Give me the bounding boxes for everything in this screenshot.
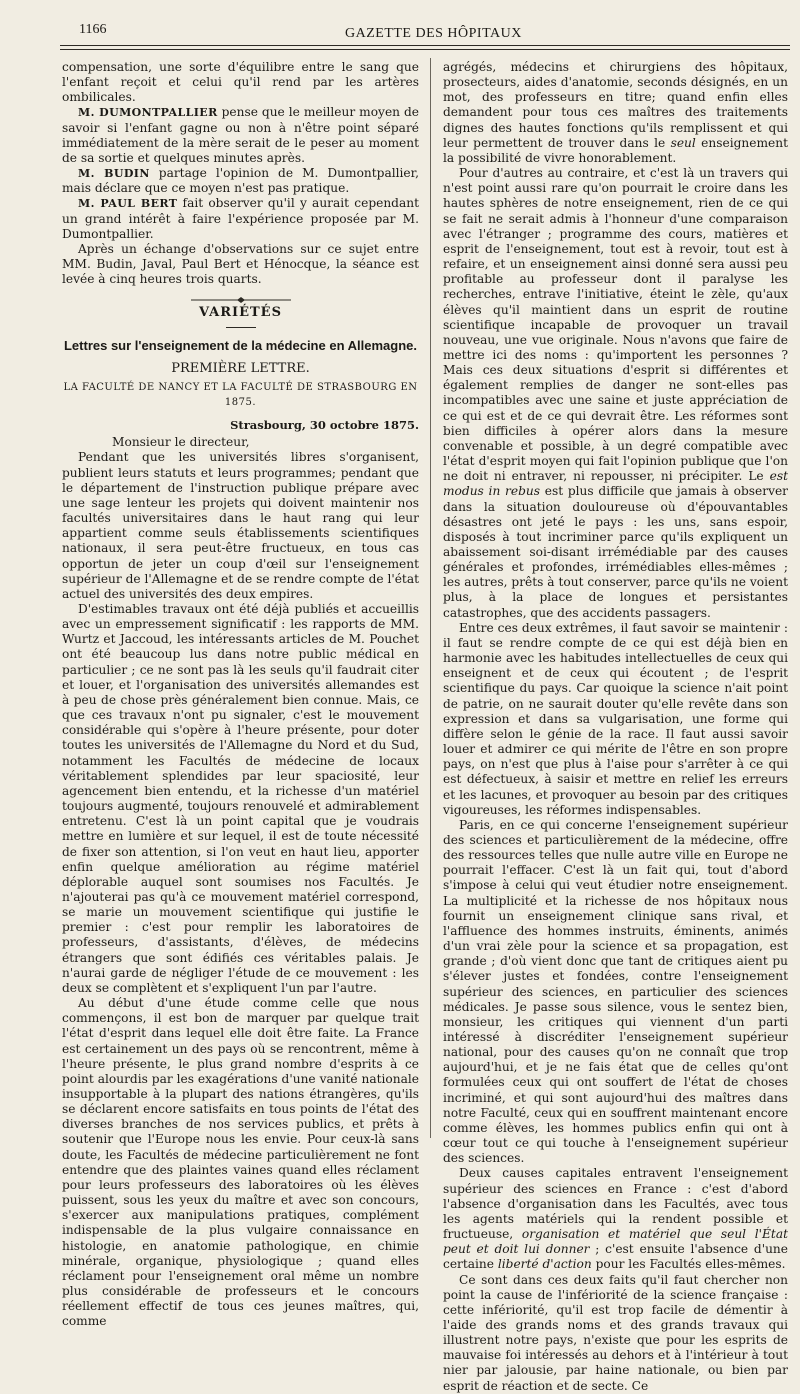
page-number: 1166 [79,22,107,37]
speaker-name: M. DUMONTPALLIER [78,106,218,120]
paragraph: Après un échange d'observations sur ce sujet entre MM. Budin, Javal, Paul Bert et Hénocque, la séance est levée à cinq heures trois quarts. [62,241,419,287]
paragraph: Pendant que les universités libres s'organisent, publient leurs statuts et leurs programmes; pendant que le département de l'instruction publique prépare avec une sage lenteur les projets qui doivent maintenir nos facultés universitaires dans le haut rang qui leur appartient comme seuls établissements scientifiques nationaux, il sera peut-être fructueux, en tous cas opportun de jeter un coup d'œil sur l'enseignement supérieur de l'Allemagne et de se rendre compte de l'état actuel des universités des deux empires. [62,450,419,601]
letter-subtitle: LA FACULTÉ DE NANCY ET LA FACULTÉ DE STRASBOURG EN 1875. [63,381,418,408]
paragraph: Ce sont dans ces deux faits qu'il faut chercher non point la cause de l'infériorité de la science française : cette infériorité, qu'il est trop facile de démentir à l'aide des grands noms et des grands travaux qui illustrent notre pays, n'existe que pour les esprits de mauvaise foi intéressés au dehors et à l'intérieur à tout nier par jalousie, par haine nationale, ou bien par esprit de réaction et de secte. Ce [443,1272,788,1393]
emphasis: est modus in rebus [443,469,788,499]
ornament-icon [191,296,291,304]
emphasis: seul [670,135,696,150]
paragraph: Au début d'une étude comme celle que nous commençons, il est bon de marquer par quelque trait l'état d'esprit dans lequel elle doit être faite. La France est certainement un des pays où se rencontrent, même à l'heure présente, le plus grand nombre d'esprits à ce point alourdis par les exagérations d'une vanité nationale insupportable à la plupart des nations étrangères, qu'ils se déclarent encore satisfaits en tous points de l'état des diverses branches de nos services publics, et prêts à soutenir que l'Europe nous les envie. Pour ceux-là sans doute, les Facultés de médecine particulièrement ne font entendre que des plaintes vaines quand elles réclament pour leurs professeurs des laboratoires où les élèves puissent, sous les yeux du maître et avec son concours, s'exercer aux manipulations pratiques, complément indispensable de la plus vulgaire connaissance en histologie, en anatomie pathologique, en chimie minérale, organique, physiologique ; quand elles réclament pour l'enseignement oral même un nombre plus considérable de professeurs et le concours réellement effectif de tous ces jeunes maîtres, qui, comme [62,996,419,1329]
paragraph: Entre ces deux extrêmes, il faut savoir se maintenir : il faut se rendre compte de ce qui est déjà bien en harmonie avec les habitudes intellectuelles de ceux qui enseignent et de ceux qui écoutent ; de l'esprit scientifique du pays. Car quoique la science n'ait point de patrie, on ne saurait douter qu'elle revête dans son expression et dans sa vulgarisation, une forme qui diffère selon le génie de la race. Il faut aussi savoir louer et admirer ce qui mérite de l'être en son propre pays, on n'est que plus à l'aise pour s'arrêter à ce qui est défectueux, à saisir et mettre en relief les erreurs et les lacunes, et provoquer au besoin par des critiques vigoureuses, les réformes indispensables. [443,620,788,817]
paragraph [62,196,419,241]
running-title: GAZETTE DES HÔPITAUX [345,26,522,41]
paragraph-text: fait observer qu'il y aurait cependant un grand intérêt à faire l'expérience proposée par M. Dumontpallier. [62,196,419,241]
paragraph: Paris, en ce qui concerne l'enseignement supérieur des sciences et particulièrement de la médecine, offre des ressources telles que nulle autre ville en Europe ne pourrait l'effacer. C'est là un fait qui, tout d'abord s'impose à celui qui veut étudier notre enseignement. La multiplicité et la richesse de nos hôpitaux nous fournit un enseignement clinique sans rival, et l'affluence des hommes instruits, éminents, animés d'un vrai zèle pour la science et sa propagation, est grande ; d'où vient donc que tant de critiques aient pu s'élever justes et fondées, contre l'enseignement supérieur des sciences, en particulier des sciences médicales. Je passe sous silence, vous le sentez bien, monsieur, les critiques qui viennent d'un parti intéressé à discréditer l'enseignement supérieur national, pour des causes qu'on ne connaît que trop aujourd'hui, et je ne fais état que de celles qu'ont formulées ceux qui ont souffert de l'état de choses incriminé, et qui sont aujourd'hui des maîtres dans notre Faculté, ceux qui en souffrent maintenant encore comme élèves, les hommes publics enfin qui ont à cœur tout ce qui touche à l'enseignement supérieur des sciences. [443,817,788,1166]
paragraph: D'estimables travaux ont été déjà publiés et accueillis avec un empressement significatif : les rapports de MM. Wurtz et Jaccoud, les intéressants articles de M. Pouchet ont été beaucoup lus dans notre public médical en particulier ; ce ne sont pas là les seuls qu'il faudrait citer et louer, et l'organisation des universités allemandes est à peu de chose près généralement bien connue. Mais, ce que ces travaux n'ont pu signaler, c'est le mouvement considérable qui s'opère à l'heure présente, pour doter toutes les universités de l'Allemagne du Nord et du Sud, notamment les Facultés de médecine de locaux véritablement splendides par leur spaciosité, leur agencement bien entendu, et la richesse d'un matériel toujours augmenté, toujours renouvelé et admirablement entretenu. C'est là un point capital que je voudrais mettre en lumière et sur lequel, il est de toute nécessité de fixer son attention, si l'on veut en haut lieu, apporter enfin quelque amélioration au régime matériel déplorable auquel sont soumises nos Facultés. Je n'ajouterai pas qu'à ce mouvement matériel correspond, se marie un mouvement scientifique qui justifie le premier : c'est pour remplir les laboratoires de professeurs, d'assistants, d'élèves, de médecins étrangers que sont édifiés ces véritables palais. Je n'aurai garde de négliger l'étude de ce mouvement : les deux se complètent et s'expliquent l'un par l'autre. [62,602,419,995]
header-rule-bottom [60,49,790,50]
speaker-name: M. PAUL BERT [78,197,178,211]
article-title: Lettres sur l'enseignement de la médecine en Allemagne. [63,337,417,353]
paragraph [62,166,419,196]
emphasis: organisation et matériel que seul l'État peut et doit lui donner [443,1227,788,1257]
header-rule-top [60,45,790,46]
ornament-rule [62,293,419,301]
paragraph-text: pour les Facultés elles-mêmes. [591,1257,786,1272]
paragraph [443,166,788,621]
paragraph-text: partage l'opinion de M. Dumontpallier, mais déclare que ce moyen n'est pas pratique. [62,166,420,196]
paragraph-text: ; c'est ensuite l'absence d'une certaine [443,1242,788,1272]
salutation: Monsieur le directeur, [112,435,250,450]
paragraph-text: agrégés, médecins et chirurgiens des hôpitaux, prosecteurs, aides d'anatomie, seconds désignés, en un mot, des professeurs en titre; quand enfin elles demandent pour tous ces maîtres des traitements dignes des hautes fonctions qu'ils remplissent et qui leur permettent de trouver dans le [443,60,788,150]
dateline: Strasbourg, 30 octobre 1875. [230,418,419,433]
section-title: VARIÉTÉS [199,305,282,321]
paragraph-text: est plus difficile que jamais à observer dans la situation douloureuse où d'épouvantables désastres ont jeté le pays : les uns, sans espoir, disposés à tout incriminer parce qu'ils expliquent un abaissement soi-disant irrémédiable par des causes générales et profondes, irrémédiables elles-mêmes ; les autres, prêts à tout conserver, parce qu'ils ne voient plus, à la place de longues et persistantes catastrophes, que des accidents passagers. [443,484,788,620]
emphasis: liberté d'action [497,1257,592,1272]
left-column [62,60,419,1330]
paragraph [62,105,419,166]
paragraph [443,1166,788,1272]
paragraph-text: enseignement la possibilité de vivre honorablement. [443,135,788,165]
paragraph-text: pense que le meilleur moyen de savoir si l'enfant gagne ou non à n'être point séparé immédiatement de la mère serait de le peser au moment de sa sortie et quelques minutes après. [62,105,419,165]
right-column [443,60,788,1394]
speaker-name: M. BUDIN [78,167,150,181]
section-divider [226,327,256,328]
column-divider [430,58,431,1138]
paragraph-text: Pour d'autres au contraire, et c'est là un travers qui n'est point aussi rare qu'on pourrait le croire dans les hautes sphères de notre enseignement, rien de ce qui se fait ne serait admis à l'honneur d'une comparaison avec l'étranger ; programme des cours, matières et esprit de l'enseignement, tout est à revoir, tout est à refaire, et un enseignement ainsi donné sera aussi peu profitable au professeur dont il paralyse les recherches, entrave l'initiative, éteint le zèle, qu'aux élèves qu'il maintient dans un esprit de routine scientifique incapable de provoquer un travail nouveau, une vue originale. Nous n'avons que faire de mettre ici des noms : qu'importent les personnes ? Mais ces deux situations d'esprit si différentes et également remplies de danger ne sont-elles pas incompatibles avec une saine et juste appréciation de ce qui est et de ce qui devrait être. Les réformes sont bien difficiles à opérer alors dans la mesure convenable et possible, à un degré compatible avec l'état d'esprit moyen qui fait l'opinion publique que l'on ne doit ni entraver, ni repousser, ni précipiter. Le [443,166,788,484]
paragraph-text: Deux causes capitales entravent l'enseignement supérieur des sciences en France : c'est d'abord l'absence d'organisation dans les Facultés, avec tous les agents matériels qui la rendent possible et fructueuse, [443,1166,788,1242]
letter-title: PREMIÈRE LETTRE. [171,360,310,376]
paragraph: compensation, une sorte d'équilibre entre le sang que l'enfant reçoit et celui qu'il rend par les artères ombilicales. [62,60,419,105]
paragraph [443,60,788,166]
